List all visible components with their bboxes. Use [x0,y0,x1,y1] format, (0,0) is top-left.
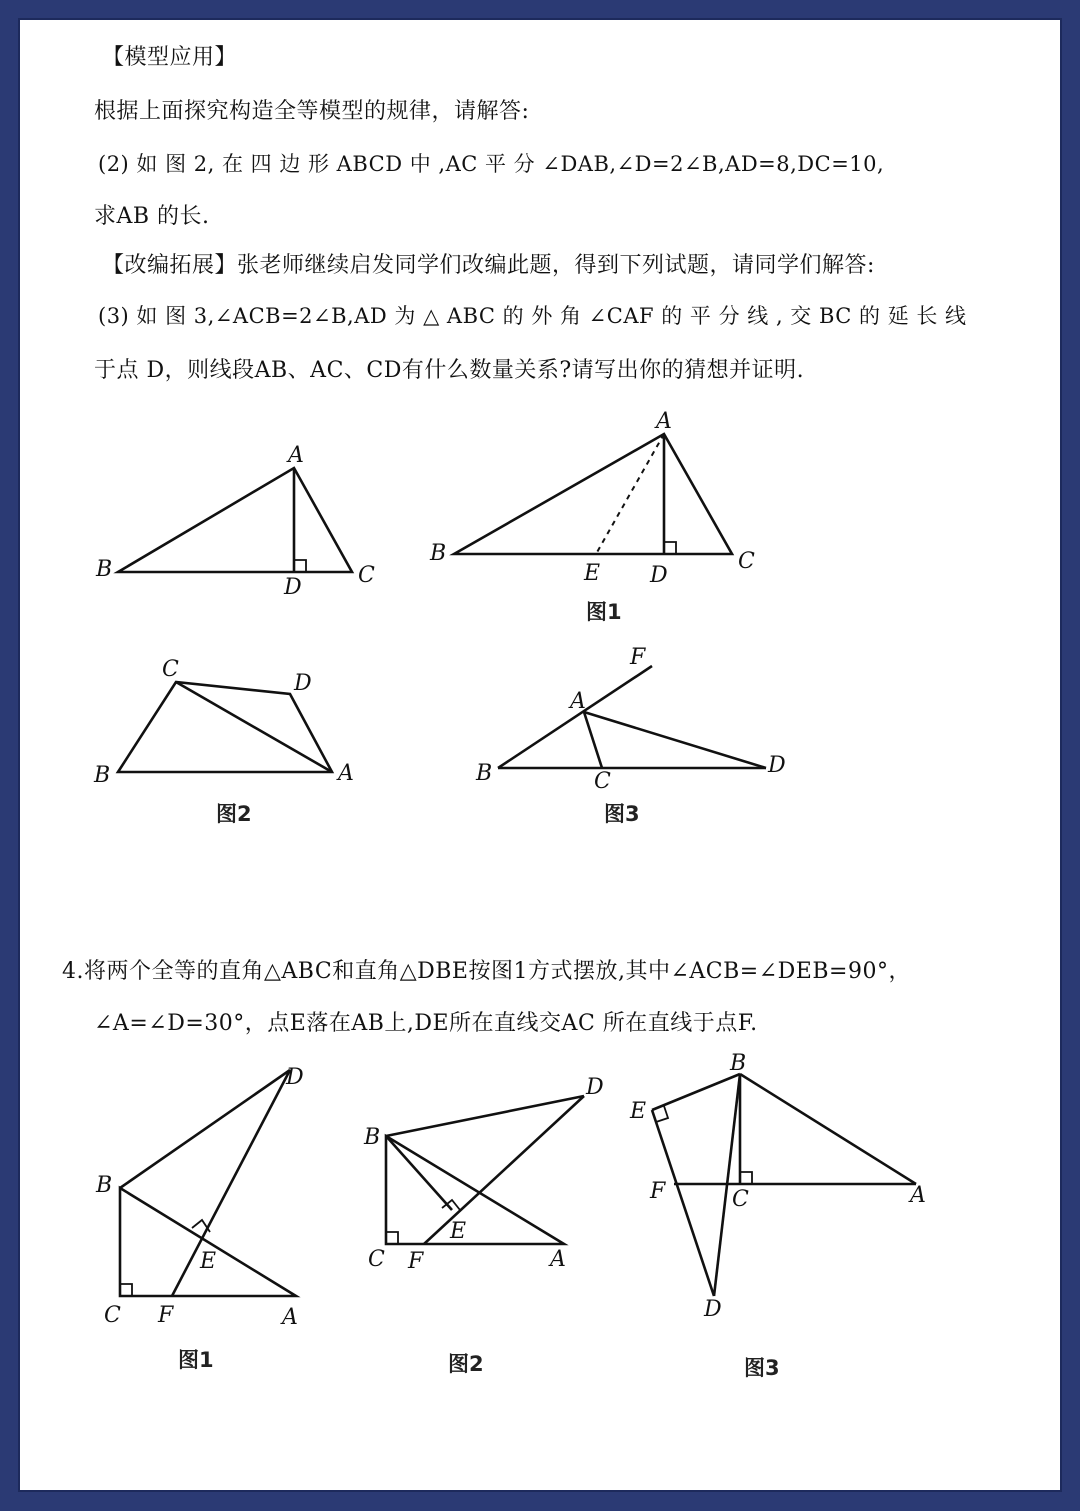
top-figure-1-caption: 图1 [586,600,622,624]
label-c: C [594,769,611,794]
line-ba [740,1074,916,1184]
line-be [652,1074,740,1110]
label-e: E [584,561,601,586]
label-c: C [732,1187,749,1212]
label-e: E [200,1249,217,1274]
label-d: D [586,1075,604,1100]
label-c: C [162,657,179,682]
bottom-figure-1-caption: 图1 [178,1348,214,1372]
label-d: D [286,1065,304,1090]
label-a: A [570,689,586,714]
label-b: B [364,1125,381,1150]
label-b: B [96,557,113,582]
label-d: D [704,1297,722,1322]
label-a: A [550,1247,566,1272]
label-b: B [94,763,111,788]
question-3-line-1: (3) 如 图 3,∠ACB=2∠B,AD 为 △ ABC 的 外 角 ∠CAF 的 平 分 线 , 交 BC 的 延 长 线 [98,304,967,328]
question-4-line-2: ∠A=∠D=30°，点E落在AB上,DE所在直线交AC 所在直线于点F. [94,1011,758,1036]
label-e: E [450,1219,467,1244]
top-figure-3-caption: 图3 [604,802,640,826]
top-figure-2-caption: 图2 [216,802,252,826]
label-a: A [656,409,672,434]
label-d: D [294,671,312,696]
label-d: D [650,563,668,588]
label-f: F [650,1179,666,1204]
label-b: B [430,541,447,566]
rule-intro-text: 根据上面探究构造全等模型的规律，请解答: [94,99,530,124]
label-a: A [910,1183,926,1208]
label-e: E [630,1099,647,1124]
label-c: C [738,549,755,574]
question-3-line-2: 于点 D，则线段AB、AC、CD有什么数量关系?请写出你的猜想并证明. [94,358,805,383]
label-f: F [630,645,646,670]
model-application-heading: 【模型应用】 [102,45,238,70]
label-c: C [104,1303,121,1328]
label-d: D [768,753,786,778]
label-a: A [282,1305,298,1330]
question-2-line-1: (2) 如 图 2, 在 四 边 形 ABCD 中 ,AC 平 分 ∠DAB,∠D=2∠B,AD=8,DC=10, [98,152,885,176]
label-b: B [730,1051,747,1076]
label-c: C [368,1247,385,1272]
label-f: F [158,1303,174,1328]
question-4-line-1: 4.将两个全等的直角△ABC和直角△DBE按图1方式摆放,其中∠ACB=∠DEB=90°， [62,959,911,984]
label-a: A [338,761,354,786]
bottom-figure-2-caption: 图2 [448,1352,484,1376]
label-b: B [96,1173,113,1198]
right-angle-mark-c [740,1172,752,1184]
adaptation-extension-heading: 【改编拓展】张老师继续启发同学们改编此题，得到下列试题，请同学们解答: [102,253,875,278]
label-c: C [358,563,375,588]
label-f: F [408,1249,424,1274]
label-a: A [288,443,304,468]
bottom-figure-3-caption: 图3 [744,1356,780,1380]
question-2-line-2: 求AB 的长. [94,204,210,229]
label-d: D [284,575,302,600]
label-b: B [476,761,493,786]
